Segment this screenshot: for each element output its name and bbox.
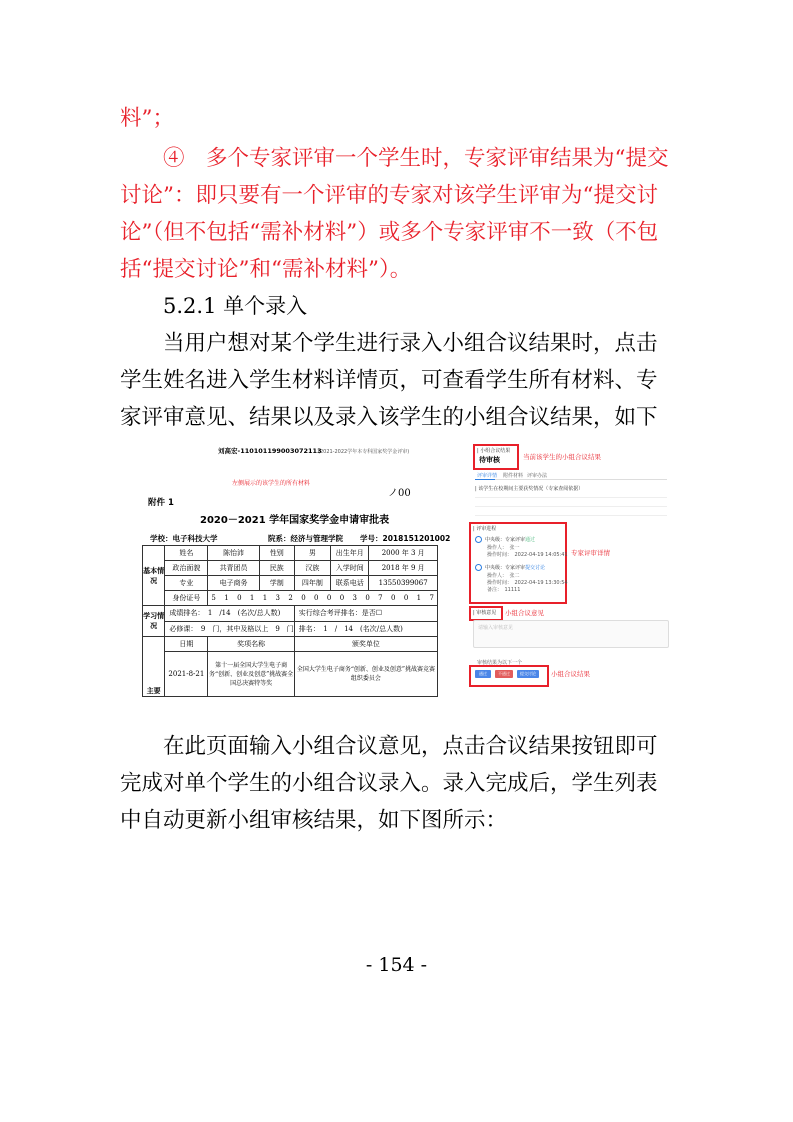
awards-section-title: | 该学生在校期间主要获奖情况（专家查阅依据） [475, 486, 584, 492]
cell: 学制 [259, 576, 294, 591]
annotation-opinion: 小组合议意见 [505, 609, 544, 617]
award-header-name: 奖项名称 [208, 637, 294, 652]
tab-divider [475, 479, 667, 480]
cell: 汉族 [294, 561, 330, 576]
id-digit: 1 [262, 594, 268, 602]
step-dot-icon [475, 536, 482, 543]
eval-cell: 实行综合考评排名：是否☐ [294, 606, 437, 622]
reject-button[interactable]: 不通过 [495, 670, 513, 678]
annotation-buttons: 小组合议结果 [551, 670, 590, 678]
award-name: 第十一届全国大学生电子商务“创新、创业及创意”挑战赛全国总决赛特等奖 [208, 652, 294, 697]
id-digit: 3 [352, 594, 357, 602]
cell: 姓名 [165, 546, 208, 561]
result-value: 待审核 [479, 456, 500, 464]
cell: 共青团员 [208, 561, 259, 576]
cell: 男 [294, 546, 330, 561]
id-digit: 0 [391, 594, 396, 602]
screenshot-figure [120, 438, 673, 712]
cell: 陈怡沛 [208, 546, 259, 561]
step2-person: 操作人： 张二 [487, 573, 520, 579]
text-continuation: 料”； [120, 106, 174, 131]
id-digit: 7 [429, 594, 434, 602]
tab-attachments[interactable]: 附件材料 [503, 473, 524, 479]
award-header-date: 日期 [165, 637, 208, 652]
rank-cell: 成绩排名： 1 /14 (名次/总人数) [165, 606, 294, 622]
id-digit: 5 [211, 594, 216, 602]
cell: 13550399067 [369, 576, 438, 591]
cell: 电子商务 [208, 576, 259, 591]
tab-active-bar [475, 479, 495, 480]
award-header-org: 颁奖单位 [294, 637, 437, 652]
college-label: 院系：经济与管理学院 [268, 534, 343, 543]
cell: 联系电话 [331, 576, 369, 591]
id-digit: 1 [416, 594, 422, 602]
id-digits-cell [208, 591, 438, 606]
id-digit: 1 [249, 594, 255, 602]
progress-title: | 评审进程 [473, 526, 497, 532]
opinion-title: | 审核意见 [473, 610, 497, 616]
annotation-result: 当前该学生的小组合议结果 [523, 453, 601, 461]
review-panel [465, 438, 673, 712]
id-digit: 0 [237, 594, 242, 602]
annotation-left: 左侧展示的该学生的所有材料 [232, 480, 311, 487]
result-header: | 小组合议结果 [477, 448, 511, 454]
cell: 出生年月 [331, 546, 369, 561]
id-digit: 0 [339, 594, 345, 602]
id-digit: 2 [288, 594, 293, 602]
step2-time: 操作时间： 2022-04-19 13:30:54 [487, 580, 568, 586]
student-materials-panel [120, 438, 458, 712]
tab-review-method[interactable]: 评审办法 [527, 473, 548, 479]
section-heading: 5.2.1 单个录入 [163, 294, 308, 318]
step1-label: 中央级：专家评审 [485, 537, 526, 543]
id-digit: 0 [301, 594, 306, 602]
step2-label: 中央级：专家评审 [485, 565, 526, 571]
cell: 专业 [165, 576, 208, 591]
id-label: 身份证号 [165, 591, 208, 606]
pass-button[interactable]: 通过 [475, 670, 491, 678]
student-id-label: 学号：2018151201002 [360, 534, 451, 543]
tab-review-detail[interactable]: 评审详情 [477, 473, 498, 479]
student-title: 刘高宏-110101199003072113 [218, 447, 322, 455]
section-main [143, 637, 165, 697]
id-digit: 1 [224, 594, 229, 602]
application-table [142, 545, 438, 697]
cell: 入学时间 [331, 561, 369, 576]
step1-status: 通过 [525, 537, 536, 543]
cell: 性别 [259, 546, 294, 561]
id-digit: 0 [326, 594, 332, 602]
discuss-button[interactable]: 提交讨论 [517, 670, 539, 678]
step2-note: 备注： 11111 [487, 587, 521, 593]
paragraph-2: 在此页面输入小组合议意见，点击合议结果按钮即可完成对单个学生的小组合议录入。录入完成后，学生列表中自动更新小组审核结果，如下图所示： [120, 734, 658, 833]
opinion-textarea[interactable] [473, 620, 669, 648]
buttons-title: 审核结果为以下一个 [477, 660, 523, 666]
cell: 2000 年 3 月 [369, 546, 438, 561]
step1-person: 操作人： 张一 [487, 545, 520, 551]
step1-time: 操作时间： 2022-04-19 14:05:41 [487, 552, 568, 558]
section-study: 学习情况 [143, 606, 165, 637]
awards-mini-table [475, 494, 667, 520]
id-digit: 0 [403, 594, 409, 602]
list-item-4: ④ 多个专家评审一个学生时，专家评审结果为“提交讨论”：即只要有一个评审的专家对该学生评审为“提交讨论”（但不包括“需补材料”）或多个专家评审不一致（不包括“提交讨论”和“需补材料”）。 [120, 146, 669, 282]
annotation-expert: 专家评审详情 [571, 549, 610, 557]
school-label: 学校：电子科技大学 [150, 534, 218, 543]
cell: 四年制 [294, 576, 330, 591]
cell: 政治面貌 [165, 561, 208, 576]
award-date: 2021-8-21 [165, 652, 208, 697]
form-title: 2020－2021 学年国家奖学金申请审批表 [200, 515, 390, 526]
opinion-placeholder: 请输入审核意见 [478, 625, 514, 631]
id-digit: 0 [314, 594, 319, 602]
handwriting-mark: ノ00 [388, 488, 411, 499]
step2-status: 提交讨论 [525, 565, 546, 571]
attachment-label: 附件 1 [148, 498, 174, 508]
course-rank-cell: 排名： 1 / 14 (名次/总人数) [294, 621, 437, 637]
cell: 民族 [259, 561, 294, 576]
id-digit: 3 [275, 594, 281, 602]
student-subtitle: (2021-2022学年本专科国家奖学金评审) [318, 449, 410, 455]
cell: 2018 年 9 月 [369, 561, 438, 576]
paragraph-1: 当用户想对某个学生进行录入小组合议结果时，点击学生姓名进入学生材料详情页，可查看学生所有材料、专家评审意见、结果以及录入该学生的小组合议结果，如下 [120, 331, 658, 430]
section-main-label: 主要 [146, 686, 161, 695]
id-digit: 0 [365, 594, 370, 602]
step-dot-icon [475, 564, 482, 571]
id-digit: 7 [378, 594, 383, 602]
award-org: 全国大学生电子商务“创新、创业及创意”挑战赛竞赛组织委员会 [294, 652, 437, 697]
section-basic: 基本情况 [143, 546, 165, 606]
course-cell: 必修课： 9 门，其中及格以上 9 门 [165, 621, 294, 637]
page-number: - 154 - [365, 954, 428, 976]
